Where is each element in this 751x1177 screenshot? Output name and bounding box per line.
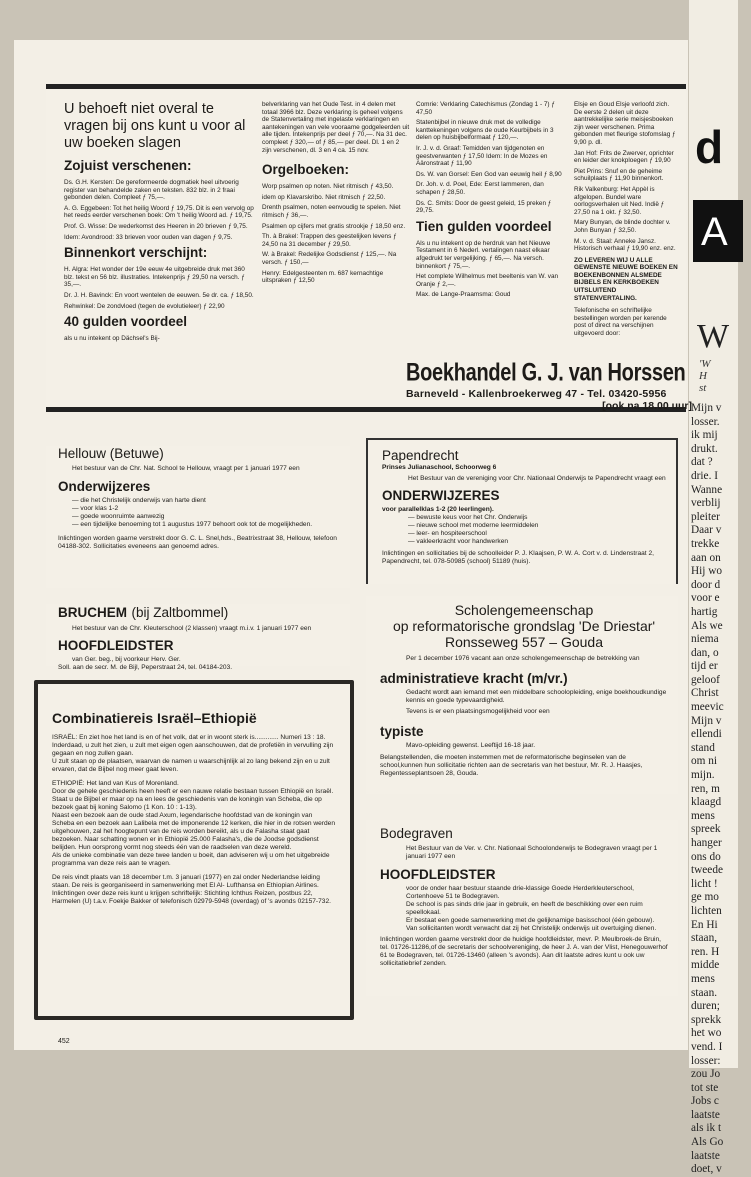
column-line: Mijn v [691, 402, 722, 414]
bruchem-title-suffix: (bij Zaltbommel) [131, 605, 229, 620]
driestar-intro: Per 1 december 1976 vacant aan onze scholengemeenschap de betrekking van [406, 655, 640, 662]
banner-letter: A [701, 210, 728, 254]
papendrecht-bullets [382, 514, 666, 546]
papendrecht-intro: Het Bestuur van de vereniging voor Chr. Nationaal Onderwijs te Papendrecht vraagt een [408, 475, 666, 482]
papendrecht-ad [366, 438, 678, 584]
column-line: mens [691, 972, 715, 985]
column-line: klaagd [691, 796, 722, 809]
adjacent-page-edge [688, 0, 738, 1176]
column-line: hanger [691, 837, 722, 849]
book-item: Mary Bunyan, de blinde dochter v. John Bunyan ƒ 32,50. [574, 219, 671, 234]
zojuist-item: Prof. G. Wisse: De wederkomst des Heeren in 20 brieven ƒ 9,75. [64, 222, 248, 230]
binnenkort-heading: Binnenkort verschijnt: [64, 245, 208, 261]
column-line: aan on [691, 551, 721, 564]
italic-fragment-3: st [699, 382, 707, 394]
column-line: doet, v [691, 1163, 722, 1176]
column-line: losser. [691, 415, 720, 428]
column-line: duren; [691, 1000, 720, 1013]
bodegraven-title: Bodegraven [380, 826, 453, 841]
tien-gulden-text [416, 240, 566, 299]
bookshop-address: Barneveld - Kallenbroekerweg 47 - Tel. 03420-5956 [406, 388, 667, 400]
ad-column-1 [64, 101, 254, 343]
column-line: dat ? [691, 456, 713, 469]
column-line: staan. [691, 986, 718, 999]
ad-column-4 [574, 101, 678, 338]
column-line: Jobs c [691, 1095, 719, 1108]
book-item: Piet Prins: Snuf en de geheime schuilplaats ƒ 11,90 binnenkort. [574, 167, 664, 183]
column-line: ik mij [691, 429, 718, 442]
hellouw-title: Hellouw (Betuwe) [58, 446, 164, 461]
column-line: En Hi [691, 918, 718, 931]
driestar-heading2: typiste [380, 724, 424, 739]
bookshop-advertisement [46, 84, 692, 412]
adjacent-column-text [691, 402, 751, 1177]
requirement-item: — een tijdelijke benoeming tot 1 augustus 1977 behoort ook tot de mogelijkheden. [72, 521, 313, 528]
ad-caps-text: ZO LEVEREN WIJ U ALLE GEWENSTE NIEUWE BOEKEN EN BOEKENBONNEN ALSMEDE BIJBELS EN KERKBOEKEN UITSLUITEND STATENVERTALING. [574, 256, 678, 302]
bodegraven-text4: Van sollicitanten wordt verwacht dat zij het Christelijk onderwijs uit overtuiging dienen. [406, 925, 657, 932]
column-line: voor e [691, 592, 720, 605]
column-line: mens [691, 809, 715, 822]
column-line: laatste [691, 1149, 720, 1162]
column-line: Hij wo [691, 565, 723, 578]
column-line: verblij [691, 497, 721, 510]
column-line: tweede [691, 864, 723, 877]
driestar-ad [366, 596, 678, 794]
bodegraven-ad [366, 820, 678, 996]
column-line: ren. H [691, 945, 720, 958]
bruchem-line1: van Ger. beg., bij voorkeur Herv. Ger. [72, 656, 181, 663]
orgelboeken-list [262, 183, 410, 285]
israel-p6: Naast een bezoek aan de oude stad Axum, legendarische hoofdstad van de koningin van Scheba en een bezoek aan Lalibela met de imponerende 12 kerken, die hier in de rotsen werden uitgehouwen, zal het hoogtepunt van de reis worden bereikt, als u de Falasha staat gaat bezoeken. Naar schatting wonen er in Ethiopië 25.000 Falasha's, die de Joodse godsdienst belijden. Hun oorsprong vormt nog steeds één van de raadselen van deze wereld. [52, 812, 335, 851]
bodegraven-text1: voor de onder haar bestuur staande drie-klassige Goede Herderkleuterschool, Cortenhoeve 51 te Bodegraven. [406, 885, 634, 900]
column-line: mijn. [691, 769, 715, 782]
column-line: trekke [691, 537, 720, 550]
papendrecht-title: Papendrecht [382, 448, 459, 463]
bruchem-heading: HOOFDLEIDSTER [58, 638, 174, 653]
binnenkort-item: Dr. J. H. Bavinck: En voort wentelen de eeuwen. 5e dr. ca. ƒ 18,50. [64, 291, 254, 299]
israel-p9: Inlichtingen over deze reis kunt u krijgen schriftelijk: Stichting Ichthus Reizen, postbus 22, Harmelen (U) t.a.v. Foekje Bakker of telefonisch 02979-5948 (overdag) of 's avonds 02157-732. [52, 890, 331, 905]
column-line: tot ste [691, 1081, 719, 1094]
column-line: sprekk [691, 1013, 722, 1026]
requirement-item: — leer- en hospiteerschool [408, 530, 487, 537]
column-line: drie. I [691, 469, 718, 482]
column-line: stand [691, 741, 715, 754]
bodegraven-intro: Het Bestuur van de Ver. v. Chr. Nationaal Schoolonderwijs te Bodegraven vraagt per 1 januari 1977 een [406, 845, 658, 860]
column-line: geloof [691, 673, 720, 686]
israel-p8: De reis vindt plaats van 18 december t.m. 3 januari (1977) en zal onder Nederlandse leiding staan. De reis is georganiseerd in samenwerking met El Al- Lufthansa en Ethiopian Airlines. [52, 874, 320, 889]
requirement-item: — goede woonruimte aanwezig [72, 513, 165, 520]
orgelboek-item: Drenth psalmen, noten eenvoudig te spelen. Niet ritmisch ƒ 36,—. [262, 204, 401, 219]
orgelboek-item: W. à Brakel: Redelijke Godsdienst ƒ 125,—. Na versch. ƒ 150,— [262, 251, 397, 266]
orgelboek-item: Henry: Edelgesteenten m. 687 kernachtige uitspraken ƒ 12,50 [262, 269, 384, 285]
column-line: spreek [691, 823, 721, 836]
binnenkort-list [64, 266, 254, 310]
black-banner [693, 200, 743, 262]
book-item: Dr. Joh. v. d. Poel, Ede: Eerst lammeren, dan schapen ƒ 28,50. [416, 181, 544, 196]
papendrecht-heading: ONDERWIJZERES [382, 488, 500, 503]
binnenkort-item: H. Algra: Het wonder der 19e eeuw 4e uitgebreide druk met 360 blz. tekst en 56 blz. illustraties. Intekenprijs ƒ 29,50 na versch. ƒ 35,—. [64, 266, 245, 289]
tien-gulden-heading: Tien gulden voordeel [416, 218, 552, 234]
orgelboek-item: idem op Klavarskribo. Niet ritmisch ƒ 22,50. [262, 193, 386, 201]
requirement-item: — vakleerkracht voor handwerken [408, 538, 509, 545]
column-line: als ik t [691, 1122, 722, 1135]
zojuist-list [64, 179, 254, 241]
bookshop-name: Boekhandel G. J. van Horssen [406, 359, 686, 387]
zojuist-item: Ds. G.H. Kersten: De gereformeerde dogmatiek heel uitvoerig register van behandelde zaken en teksten. 832 blz. in 2 fraai gebonden delen. Compleet ƒ 75,—. [64, 179, 239, 202]
israel-p5: Door de gehele geschiedenis heen heeft er een nauwe relatie bestaan tussen Ethiopië en Israël. Staat u de Bijbel er maar op na en lees de geschiedenis van de koningin van Scheba, die op bezoek gaat bij koning Salomo (1 Kon. 10 : 1-13). [52, 788, 334, 811]
ad-column-3 [416, 101, 566, 302]
driestar-text2: Mavo-opleiding gewenst. Leeftijd 16-18 jaar. [406, 742, 536, 749]
ad-column-4-list [574, 101, 678, 253]
bodegraven-text2: De school is pas sinds drie jaar in gebruik, en heeft de beschikking over een ruim speellokaal. [406, 901, 643, 916]
column-line: ellendi [691, 728, 722, 741]
tien-gulden-p3: Max. de Lange-Praamsma: Goud [416, 291, 511, 299]
israel-p1: ISRAËL: En ziet hoe het land is en of het volk, dat er in woont sterk is............. Numeri 13 : 18. [52, 734, 326, 741]
israel-title: Combinatiereis Israël–Ethiopië [52, 710, 257, 726]
book-item: Jan Hof: Frits de Zwerver, oprichter en leider der knokploegen ƒ 19,90 [574, 149, 674, 165]
requirement-item: — bewuste keus voor het Chr. Onderwijs [408, 514, 528, 521]
article-initial: W [697, 318, 730, 355]
column-line: niema [691, 633, 719, 646]
israel-p4: ETHIOPIË: Het land van Kus of Morenland. [52, 780, 179, 787]
column-line: dan, o [691, 646, 719, 659]
book-item: Comrie: Verklaring Catechismus (Zondag 1 - 7) ƒ 47,50 [416, 101, 555, 116]
zojuist-heading: Zojuist verschenen: [64, 158, 192, 173]
column-line: meevic [691, 701, 724, 714]
hellouw-footer: Inlichtingen worden gaarne verstrekt door G. C. L. Snel,hds., Beatrixstraat 38, Hellouw, telefoon 04188-302. Sollicitaties eveneens aan genoemd adres. [58, 535, 337, 550]
bruchem-line2: Soll. aan de secr. M. de Bijl, Peperstraat 24, tel. 04184-203. [58, 664, 233, 671]
hellouw-heading: Onderwijzeres [58, 479, 151, 494]
zojuist-item: A. G. Eggebeen: Tot het heilig Woord ƒ 19,75. Dit is een vervolg op het reeds eerder verschenen boek: Om 't heilig Woord ad. ƒ 19,75. [64, 204, 254, 220]
column-line: Daar v [691, 524, 722, 537]
israel-p7: Als de unieke combinatie van deze twee landen u boeit, dan adviseren wij u om het uitgebreide programma van deze reis aan te vragen. [52, 852, 330, 867]
tien-gulden-p1: Als u nu intekent op de herdruk van het Nieuwe Testament in 6 Nederl. vertalingen naast elkaar afgedrukt ter vergelijking. ƒ 65,—. Na versch. binnenkort ƒ 75,—. [416, 239, 551, 270]
column-line: pleiter [691, 510, 720, 523]
column-line: om ni [691, 755, 718, 768]
israel-p3: U zult staan op de plaatsen, waarvan de namen u waarschijnlijk al zo lang bekend zijn en u zult ervaren, dat de Bijbel nog meer gaat leven. [52, 758, 330, 773]
bookshop-signature [406, 359, 696, 412]
book-item: Rik Valkenburg: Het Appèl is afgelopen. Bundel ware oorlogsverhalen uit Ned. Indië ƒ 27,50 na 1 okt. ƒ 32,50. [574, 185, 665, 216]
zojuist-item: Idem: Avondrood: 33 brieven voor ouden van dagen ƒ 9,75. [64, 233, 233, 241]
ad-column-2 [262, 101, 410, 288]
voordeel40-heading: 40 gulden voordeel [64, 314, 188, 330]
tien-gulden-p2: Het complete Wilhelmus met beeltenis van W. van Oranje ƒ 2,—. [416, 273, 559, 288]
book-item: M. v. d. Staal: Anneke Jansz. Historisch verhaal ƒ 19,90 enz. enz. [574, 237, 676, 253]
papendrecht-sub: Prinses Julianaschool, Schoorweg 6 [382, 464, 497, 471]
book-item: Statenbijbel in nieuwe druk met de volledige kanttekeningen volgens de oude Keurbijbels in 3 delen op huisbijbelformaat ƒ 120,—. [416, 119, 554, 142]
column-line: lichten [691, 904, 722, 917]
column-line: ren, m [691, 782, 720, 795]
column-line: Mijn v [691, 714, 722, 727]
column-line: Als Go [691, 1136, 724, 1149]
ad-column-3-list [416, 101, 566, 215]
column-line: midde [691, 959, 720, 972]
ad-intro: U behoeft niet overal te vragen bij ons kunt u voor al uw boeken slagen [64, 101, 246, 151]
column-line: licht ! [691, 877, 718, 890]
voordeel40-text: als u nu intekent op Dächsel's Bij- [64, 335, 160, 343]
bodegraven-footer: Inlichtingen worden gaarne verstrekt door de huidige hoofdleidster, mevr. P. Meulbroek-de Bruin, tel. 01726-11286,of de secretaris der schoolvereniging, de heer J. A. van der Vlist, Henegouwerhof 61 te Bodegraven, tel. 01726-13460 (alleen 's avonds). Aan dit laatste adres kunt u ook uw sollicitatiebrief zenden. [380, 936, 668, 967]
bodegraven-text3: Er bestaat een goede samenwerking met de gelijknamige basisschool (één gebouw). [406, 917, 655, 924]
israel-ethiopia-ad [34, 680, 354, 1020]
bijbelverklaring-text: belverklaring van het Oude Test. in 4 delen met totaal 3966 blz. Deze verklaring is geheel volgens de Statenvertaling met ingelaste verklaringen en aantekeningen van vele vooraame godgeleerden uit alle tijden. Intekenprijs per deel ƒ 70,—. Na 31 dec. compleet ƒ 320,— of ƒ 85,— per deel. Dl. 1 en 2 zijn verschenen, dl. 3 en 4 ca. 15 nov. [262, 101, 410, 154]
column-line: Als we [691, 619, 723, 632]
column-line: Christ [691, 687, 719, 700]
israel-text [52, 734, 336, 906]
driestar-title3: Ronsseweg 557 – Gouda [445, 634, 603, 650]
book-item: Ds. C. Smits: Door de geest geleid, 15 preken ƒ 29,75. [416, 199, 552, 215]
orgelboek-item: Worp psalmen op noten. Niet ritmisch ƒ 43,50. [262, 183, 394, 191]
page-number: 452 [58, 1038, 70, 1045]
hellouw-intro: Het bestuur van de Chr. Nat. School te Hellouw, vraagt per 1 januari 1977 een [72, 465, 300, 472]
driestar-text1: Gedacht wordt aan iemand met een middelbare schoolopleiding, enige boekhoudkundige kennis en goede typevaardigheid. [406, 689, 667, 704]
bookshop-hours: [ook na 18.00 uur] [602, 400, 692, 412]
bodegraven-heading: HOOFDLEIDSTER [380, 867, 496, 882]
orgelboek-item: Psalmen op cijfers met gratis strookje ƒ 18,50 enz. [262, 222, 406, 230]
bruchem-title: BRUCHEM [58, 605, 127, 620]
book-item: Elsje en Goud Elsje verloofd zich. De eerste 2 delen uit deze aantrekkelijke serie meisjesboeken zijn weer verschenen. Prima gebonden met fleurige stofomslag ƒ 9,90 p. dl. [574, 101, 676, 146]
papendrecht-sub2: voor parallelklas 1-2 (20 leerlingen). [382, 506, 494, 513]
bruchem-title-row [46, 604, 350, 622]
bruchem-ad [46, 604, 350, 671]
ad-order-note: Telefonische en schriftelijke bestellingen worden per kerende post of direct na verschijnen uitgevoerd door: [574, 307, 667, 338]
column-line: tijd er [691, 660, 718, 673]
israel-content [38, 684, 350, 906]
driestar-text1b: Tevens is er een plaatsingsmogelijkheid voor een [406, 708, 550, 715]
book-item: Ir. J. v. d. Graaf: Temidden van tijdgenoten en geestverwanten ƒ 17,50 Idem: In de Mozes en Aäronstraat ƒ 11,90 [416, 144, 548, 168]
italic-fragment-1: 'W [699, 358, 711, 370]
column-line: hartig [691, 605, 718, 618]
book-item: Ds. W. van Gorsel: Een God van eeuwig heil ƒ 8,90 [416, 170, 562, 178]
driestar-title1: Scholengemeenschap [454, 602, 594, 618]
column-line: losser: [691, 1054, 721, 1067]
italic-fragment-2: H [699, 370, 707, 382]
israel-p2: Inderdaad, u zult het zien, u zult met eigen ogen aanschouwen, dat de profetiën in vervulling zijn gegaan en nog zullen gaan. [52, 742, 334, 757]
requirement-item: — die het Christelijk onderwijs van harte dient [72, 497, 206, 504]
column-line: Wanne [691, 483, 723, 496]
column-line: het wo [691, 1027, 722, 1040]
orgelboek-item: Th. à Brakel: Trappen des geestelijken levens ƒ 24,50 na 31 december ƒ 29,50. [262, 233, 397, 248]
hellouw-ad [46, 446, 350, 588]
column-line: staan, [691, 932, 718, 945]
bruchem-intro: Het bestuur van de Chr. Kleuterschool (2 klassen) vraagt m.i.v. 1 januari 1977 een [72, 625, 312, 632]
requirement-item: — nieuwe school met moderne leermiddelen [408, 522, 539, 529]
binnenkort-item: Rehwinkel: De zondvloed (tegen de evolutieleer) ƒ 22,90 [64, 302, 225, 310]
papendrecht-footer: Inlichtingen en sollicitaties bij de schoolleider P. J. Klaajsen, P. W. A. Cort v. d. Lindenstraat 2, Papendrecht, tel. 078-50985 (school) 51189 (huis). [382, 550, 654, 565]
column-line: vend. I [691, 1040, 723, 1053]
orgelboeken-heading: Orgelboeken: [262, 162, 350, 178]
column-line: drukt. [691, 442, 718, 455]
column-line: ons do [691, 850, 721, 863]
driestar-heading1: administratieve kracht (m/vr.) [380, 671, 568, 686]
requirement-item: — voor klas 1-2 [72, 505, 119, 512]
hellouw-bullets [46, 497, 350, 529]
headline-fragment: d [695, 121, 724, 173]
driestar-title2: op reformatorische grondslag 'De Driestar' [392, 618, 656, 634]
column-line: laatste [691, 1108, 720, 1121]
column-line: ge mo [691, 891, 719, 904]
column-line: zou Jo [691, 1068, 721, 1081]
driestar-footer: Belangstellenden, die moeten instemmen met de reformatorische beginselen van de school,kunnen hun sollicitatie richten aan de secretaris van het bestuur, Mr. R. J. Haasjes, Regentesseplantsoen 28, Gouda. [380, 754, 643, 777]
column-line: door d [691, 578, 721, 591]
